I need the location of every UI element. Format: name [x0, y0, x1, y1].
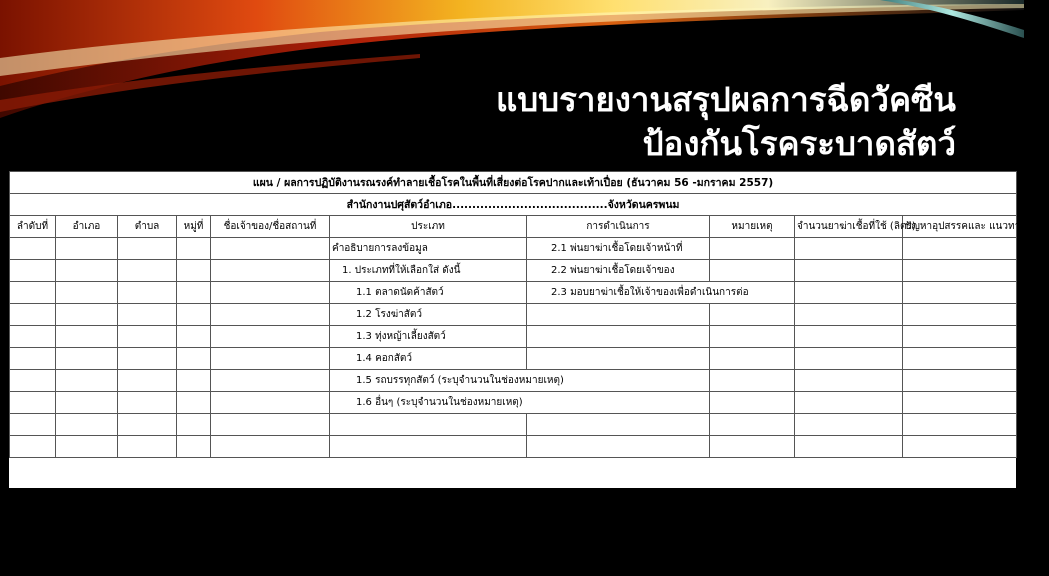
action-note: 2.1 พ่นยาฆ่าเชื้อโดยเจ้าหน้าที่: [527, 238, 710, 260]
col-header-problems: ปัญหาอุปสรรคและ แนวทางแก้ไข: [903, 216, 1017, 238]
report-form-sheet: [9, 171, 1049, 488]
table-row: [10, 370, 1017, 392]
table-row: [10, 260, 1017, 282]
table-row: [10, 238, 1017, 260]
col-header-district: อำเภอ: [56, 216, 118, 238]
form-heading: แผน / ผลการปฏิบัติงานรณรงค์ทำลายเชื้อโรคในพื้นที่เสี่ยงต่อโรคปากและเท้าเปื่อย (ธันวาคม 56 -มกราคม 2557): [10, 172, 1017, 194]
col-header-disinfectant-amount: จำนวนยาฆ่าเชื้อที่ใช้ (ลิตร): [795, 216, 903, 238]
title-line-2: ป้องกันโรคระบาดสัตว์: [642, 124, 956, 163]
col-header-subdistrict: ตำบล: [118, 216, 177, 238]
type-note: 1.4 คอกสัตว์: [330, 348, 527, 370]
type-note: 1.3 ทุ่งหญ้าเลี้ยงสัตว์: [330, 326, 527, 348]
table-row: [10, 304, 1017, 326]
type-note: 1.5 รถบรรทุกสัตว์ (ระบุจำนวนในช่องหมายเหตุ): [330, 370, 710, 392]
col-header-type: ประเภท: [330, 216, 527, 238]
title-line-1: แบบรายงานสรุปผลการฉีดวัคซีน: [495, 80, 956, 119]
table-row: [10, 414, 1017, 436]
form-subheading: สำนักงานปศุสัตว์อำเภอ.......................................จังหวัดนครพนม: [10, 194, 1017, 216]
column-header-row: [10, 216, 1017, 238]
action-note: 2.3 มอบยาฆ่าเชื้อให้เจ้าของเพื่อดำเนินการต่อ: [527, 282, 795, 304]
table-row: [10, 348, 1017, 370]
type-note: 1.1 ตลาดนัดค้าสัตว์: [330, 282, 527, 304]
col-header-remark: หมายเหตุ: [710, 216, 795, 238]
type-note: 1.2 โรงฆ่าสัตว์: [330, 304, 527, 326]
table-row: [10, 326, 1017, 348]
report-form-table: [9, 171, 1049, 458]
slide-title: [496, 78, 956, 166]
table-row: [10, 282, 1017, 304]
table-row: [10, 392, 1017, 414]
col-header-village: หมู่ที่: [177, 216, 211, 238]
type-note: คำอธิบายการลงข้อมูล: [330, 238, 527, 260]
action-note: 2.2 พ่นยาฆ่าเชื้อโดยเจ้าของ: [527, 260, 710, 282]
table-row: [10, 436, 1017, 458]
col-header-owner: ชื่อเจ้าของ/ชื่อสถานที่: [211, 216, 330, 238]
col-header-no: ลำดับที่: [10, 216, 56, 238]
col-header-action: การดำเนินการ: [527, 216, 710, 238]
type-note: 1. ประเภทที่ให้เลือกใส่ ดังนี้: [330, 260, 527, 282]
type-note: 1.6 อื่นๆ (ระบุจำนวนในช่องหมายเหตุ): [330, 392, 710, 414]
